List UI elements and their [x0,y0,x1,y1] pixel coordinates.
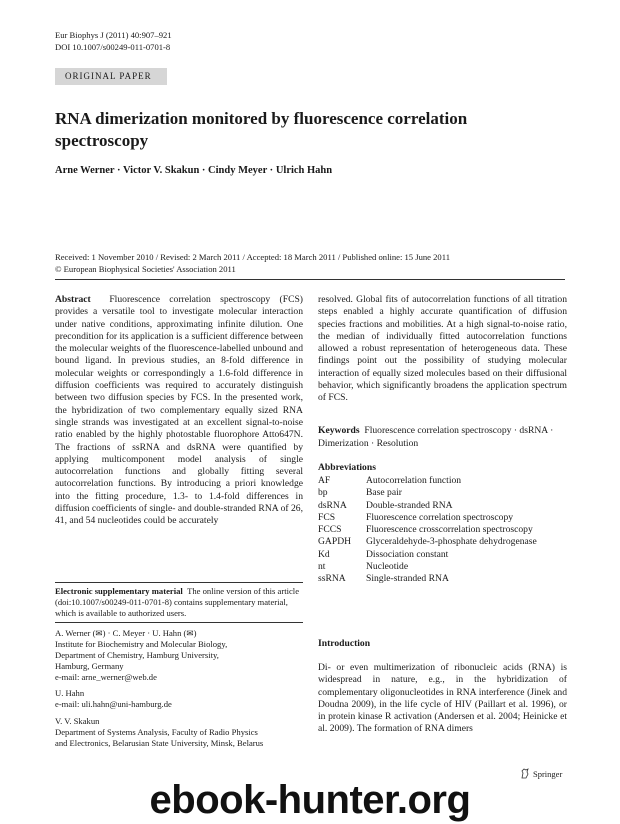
esm-text: The online version of this article (doi:10.1007/s00249-011-0701-8) contains supplementary material, which is available to authorized users. [55,586,300,618]
abbreviation-term: Kd [318,548,330,560]
watermark-text: ebook-hunter.org [149,778,471,822]
abbreviation-definition: Fluorescence crosscorrelation spectroscopy [366,524,533,536]
affiliation-2 [55,688,303,710]
keywords-text: Fluorescence correlation spectroscopy · dsRNA · Dimerization · Resolution [318,425,554,449]
abstract-continued: resolved. Global fits of autocorrelation functions of all titration steps enabled a highly accurate quantification of diffusion species fractions and mobilities. At a high signal-to-noise ratio, the median of individually fitted autocorrelation functions allowed a robust representation of heterogeneous data. These findings point out the possibility of studying molecular interaction of equally sized molecules based on their diffusional behavior, which significantly broadens the application spectrum of FCS. [318,294,567,404]
publisher-name: Springer [533,768,563,779]
abbreviation-term: ssRNA [318,573,346,585]
footnote-divider [55,582,303,583]
abbreviation-term: dsRNA [318,499,347,511]
abbreviation-row [318,549,567,561]
copyright: © European Biophysical Societies' Association 2011 [55,263,236,274]
abbreviation-definition: Base pair [366,487,402,499]
affiliation-1 [55,628,303,683]
abbreviation-definition: Double-stranded RNA [366,499,453,511]
abbreviation-term: GAPDH [318,536,352,548]
abbreviation-definition: Glyceraldehyde-3-phosphate dehydrogenase [366,536,537,548]
publication-history [55,252,575,275]
abstract-label: Abstract [55,294,91,305]
esm-label: Electronic supplementary material [55,586,183,596]
abbreviation-row [318,536,567,548]
abbreviation-definition: Dissociation constant [366,548,449,560]
affiliation-line: Hamburg, Germany [55,661,124,671]
keywords [318,424,567,450]
abbreviation-definition: Nucleotide [366,561,409,573]
email-link[interactable]: e-mail: arne_werner@web.de [55,672,157,682]
abbreviation-row [318,512,567,524]
affiliation-line: Department of Systems Analysis, Faculty of Radio Physics [55,727,258,737]
doi: DOI 10.1007/s00249-011-0701-8 [55,41,171,52]
abbreviation-row [318,500,567,512]
keywords-label: Keywords [318,425,360,436]
abbreviation-row [318,573,567,585]
abbreviation-term: FCCS [318,524,342,536]
abbreviation-term: nt [318,561,326,573]
affiliation-line: A. Werner (✉) · C. Meyer · U. Hahn (✉) [55,628,197,638]
abbreviation-term: AF [318,475,331,486]
received-dates: Received: 1 November 2010 / Revised: 2 March 2011 / Accepted: 18 March 2011 / Published online: 15 June 2011 [55,252,450,262]
abbreviation-definition: Autocorrelation function [366,475,462,486]
affiliation-line: V. V. Skakun [55,716,100,726]
paper-title: RNA dimerization monitored by fluorescence correlation spectroscopy [55,109,468,150]
abbreviation-row [318,475,567,487]
affiliation-3 [55,716,303,749]
introduction-text: Di- or even multimerization of ribonucleic acids (RNA) is widespread in nature, e.g., in the hybridization of complementary oligonucleotides in RNA interference (Jinek and Doudna 2009), in the life cycle of HIV (Paillart et al. 1996), or in protein kinase R activation (Andersen et al. 2004; Heinicke et al. 2009). The formation of RNA dimers [318,662,567,735]
abstract-text: Fluorescence correlation spectroscopy (FCS) provides a versatile tool to investigate molecular interaction under native conditions, approximating infinite dilution. One precondition for its application is a sufficient difference between the molecular weights of the fluorescence-labelled unbound and bound ligand. In previous studies, an 8-fold difference in molecular weights or correspondingly a 1.6-fold difference in diffusion coefficients was required to accurately distinguish between two diffusion species by FCS. In the presented work, the hybridization of two complementary equally sized RNA single strands was investigated at an excellent signal-to-noise ratio enabled by the highly photostable fluorophore Atto647N. The fractions of ssRNA and dsRNA were quantified by applying multicomponent model analysis of single autocorrelation functions and globally fitting several autocorrelation functions. By introducing a priori knowledge into the fitting procedure, 1.3- to 1.4-fold differences in diffusion coefficients of single- and double-stranded RNA of 26, 41, and 54 nucleotides could be accurately [55,294,304,527]
supplementary-note [55,586,303,619]
article-type-banner: ORIGINAL PAPER [55,68,167,85]
author-list: Arne Werner · Victor V. Skakun · Cindy Meyer · Ulrich Hahn [55,165,333,176]
abbreviation-term: FCS [318,511,336,523]
abstract [55,294,303,528]
abbreviation-row [318,561,567,573]
affiliation-divider [55,622,303,623]
abbreviation-row [318,524,567,536]
journal-header [55,30,172,53]
affiliation-line: Department of Chemistry, Hamburg University, [55,650,219,660]
abbreviations-list [318,475,567,586]
header-divider [55,279,565,280]
abbreviation-definition: Single-stranded RNA [366,573,449,585]
abbreviation-row [318,487,567,499]
affiliation-line: U. Hahn [55,688,85,698]
introduction-heading: Introduction [318,638,371,649]
email-link[interactable]: e-mail: uli.hahn@uni-hamburg.de [55,699,172,709]
journal-citation: Eur Biophys J (2011) 40:907–921 [55,30,172,40]
abbreviations-heading: Abbreviations [318,462,376,473]
abbreviation-definition: Fluorescence correlation spectroscopy [366,511,514,523]
affiliation-line: Institute for Biochemistry and Molecular Biology, [55,639,228,649]
abbreviation-term: bp [318,487,328,499]
affiliation-line: and Electronics, Belarusian State University, Minsk, Belarus [55,738,264,748]
